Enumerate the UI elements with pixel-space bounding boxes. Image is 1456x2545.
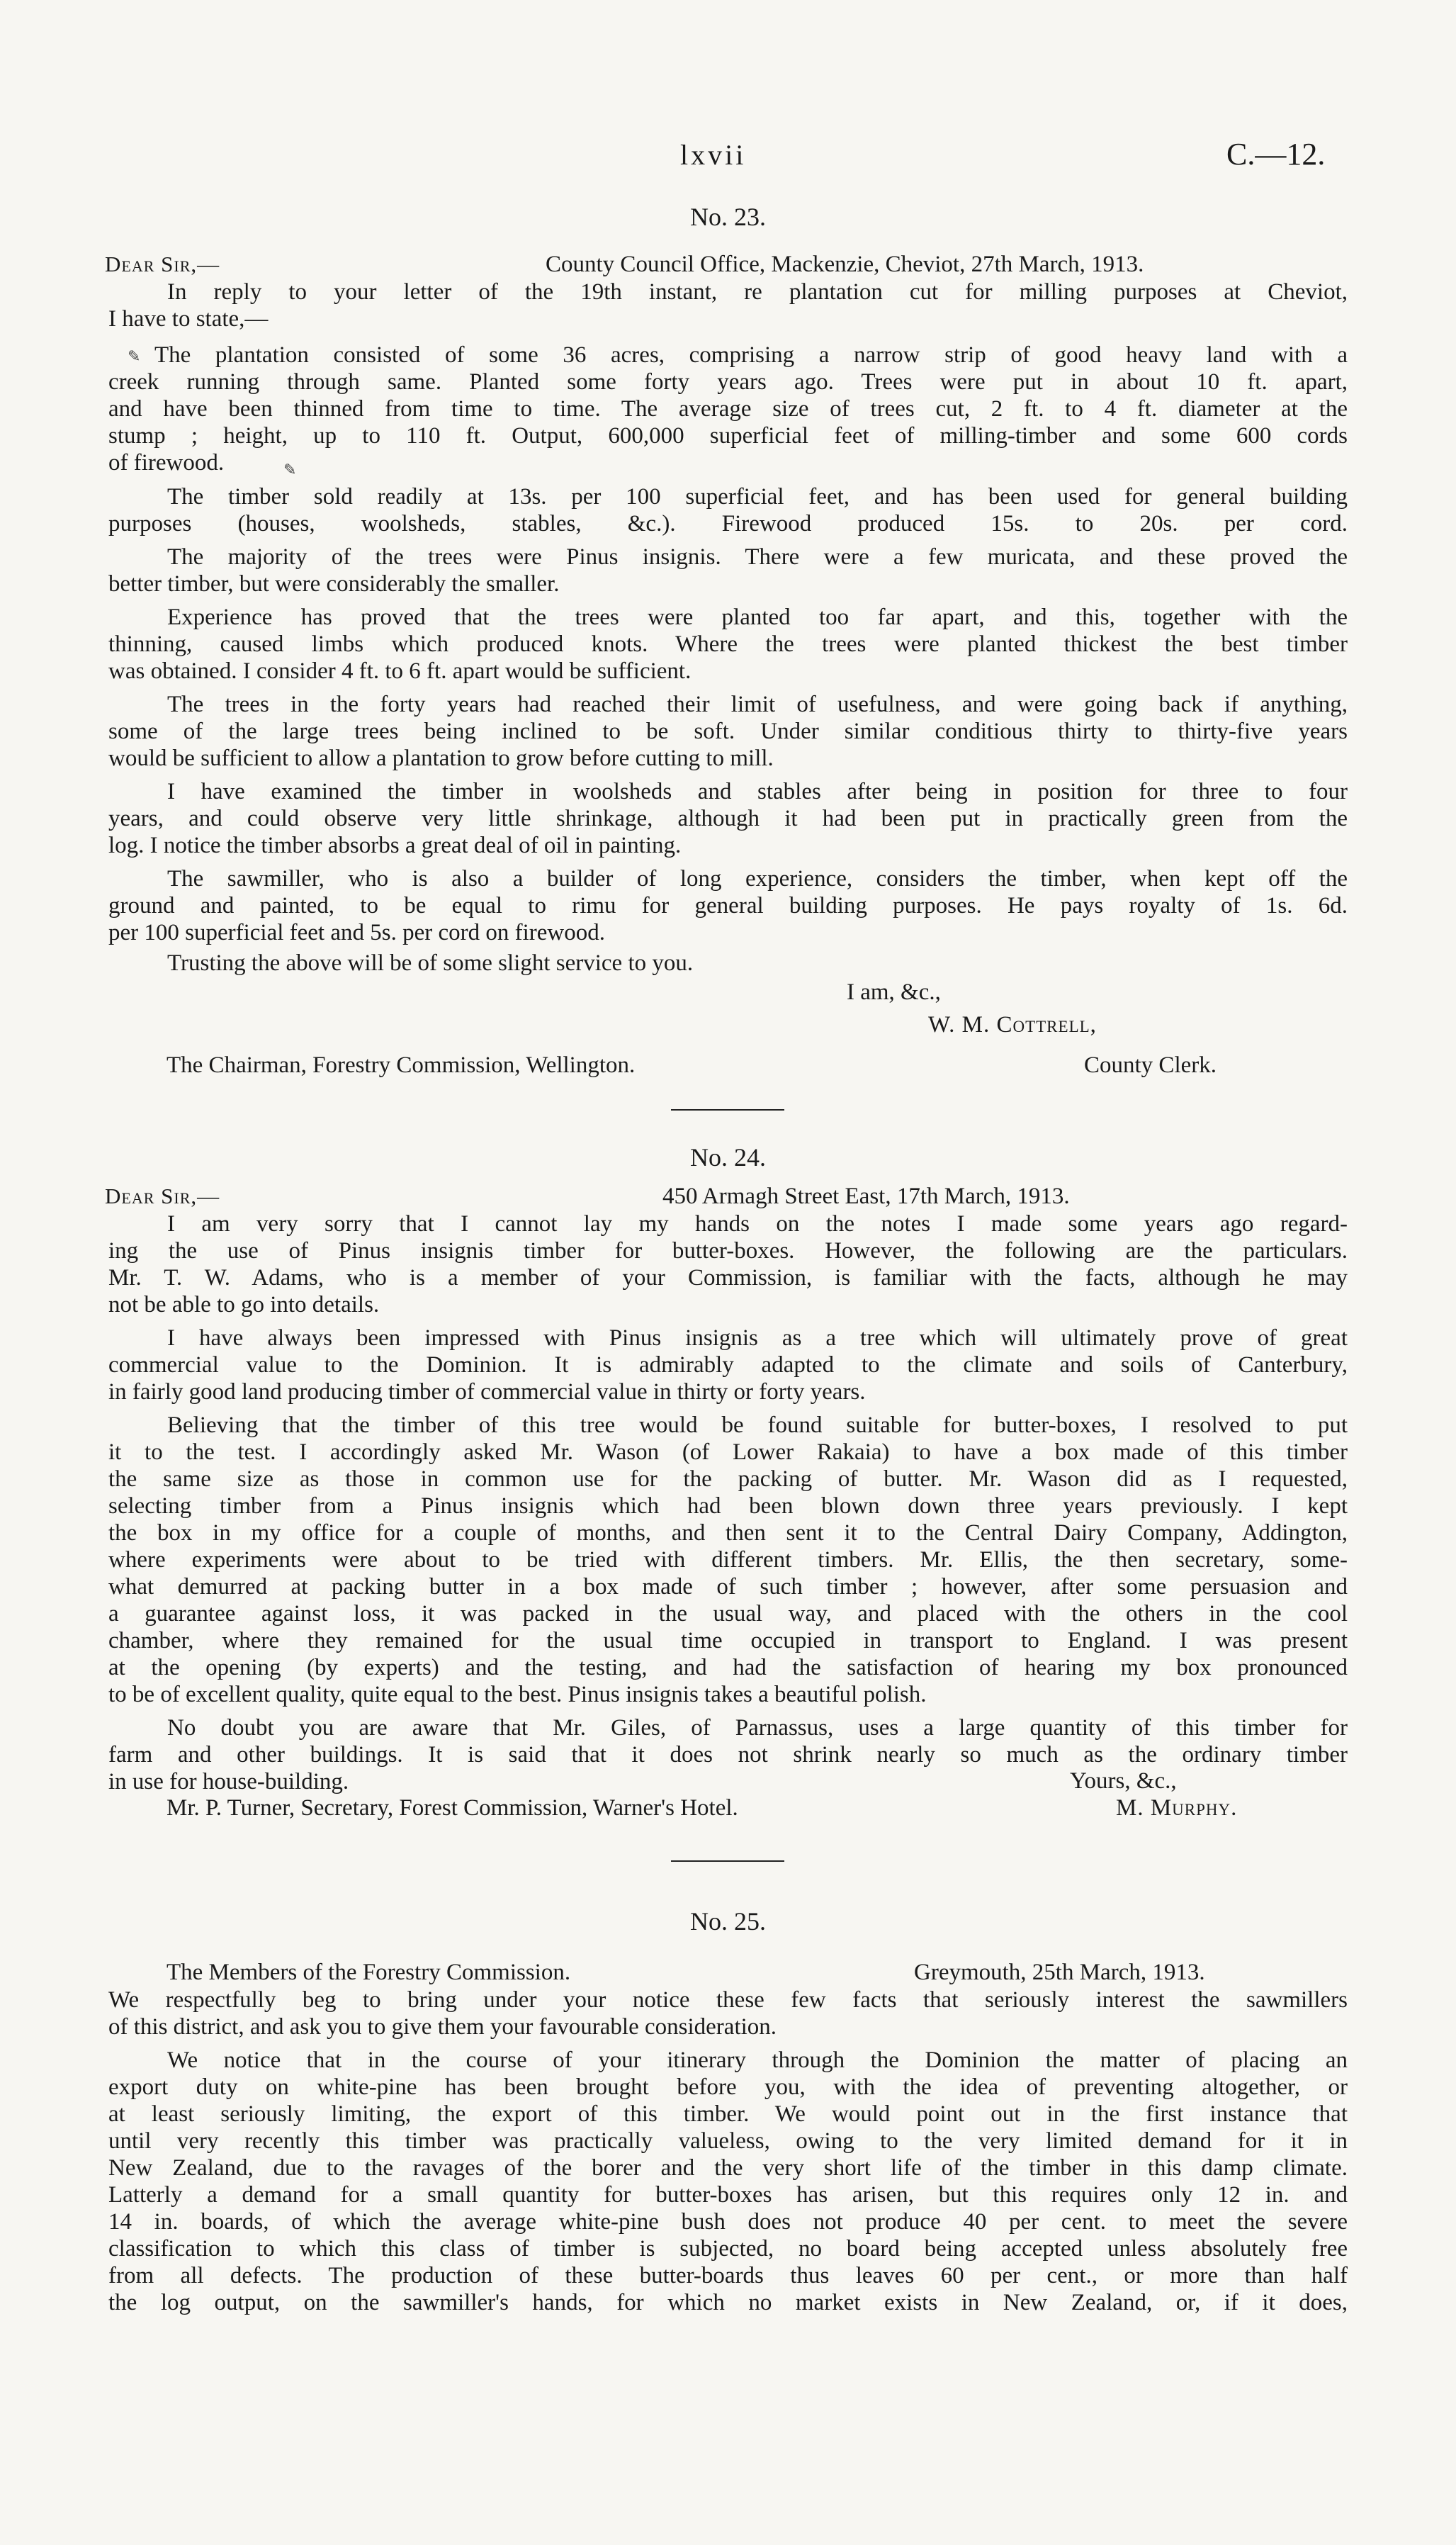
signatory: W. M. Cottrell, [928, 1012, 1097, 1038]
letter-number: No. 23. [690, 203, 766, 231]
letter-line: 14 in. boards, of which the average white-pine bush does not produce 40 per cent. to meet the severe [108, 2209, 1348, 2235]
closing: Yours, &c., [1070, 1768, 1177, 1794]
letter-line: creek running through same. Planted some forty years ago. Trees were put in about 10 ft. apart, [108, 369, 1348, 395]
letter-line: I have always been impressed with Pinus insignis as a tree which will ultimately prove of great [167, 1325, 1348, 1351]
letter-line: to be of excellent quality, quite equal to the best. Pinus insignis takes a beautiful polish. [108, 1682, 927, 1707]
letter-line: in fairly good land producing timber of commercial value in thirty or forty years. [108, 1379, 866, 1405]
letter-line: until very recently this timber was practically valueless, owing to the very limited demand for it in [108, 2128, 1348, 2154]
salutation: Dear Sir,— [105, 1184, 220, 1208]
letter-line: No doubt you are aware that Mr. Giles, of Parnassus, uses a large quantity of this timber for [167, 1715, 1348, 1741]
letter-line: The sawmiller, who is also a builder of long experience, considers the timber, when kept off the [167, 866, 1348, 892]
letter-line: Experience has proved that the trees were planted too far apart, and this, together with the [167, 605, 1348, 630]
letter-line: where experiments were about to be tried with different timbers. Mr. Ellis, the then secretary, some- [108, 1547, 1348, 1573]
letter-line: The plantation consisted of some 36 acres, comprising a narrow strip of good heavy land with a [154, 342, 1348, 368]
letter-line: I have examined the timber in woolsheds and stables after being in position for three to four [167, 779, 1348, 804]
closing: I am, &c., [847, 979, 941, 1005]
section-divider [671, 1109, 784, 1111]
letter-line: export duty on white-pine has been brought before you, with the idea of preventing altogether, or [108, 2074, 1348, 2100]
section-divider [671, 1860, 784, 1862]
letter-line: in use for house-building. [108, 1769, 349, 1794]
letter-line: Latterly a demand for a small quantity for butter-boxes has arisen, but this requires only 12 in. and [108, 2182, 1348, 2208]
letter-line: We respectfully beg to bring under your notice these few facts that seriously interest the sawmillers [108, 1987, 1348, 2013]
paper-reference: C.—12. [1226, 137, 1326, 172]
letter-line: years, and could observe very little shrinkage, although it had been put in practically green from the [108, 806, 1348, 831]
letter-line: would be sufficient to allow a plantation to grow before cutting to mill. [108, 746, 774, 771]
letter-number: No. 24. [690, 1143, 766, 1172]
signatory: M. Murphy. [1116, 1795, 1238, 1821]
letter-line: the same size as those in common use for the packing of butter. Mr. Wason did as I requested, [108, 1466, 1348, 1492]
letter-line: farm and other buildings. It is said that it does not shrink nearly so much as the ordinary timber [108, 1742, 1348, 1768]
letter-line: The majority of the trees were Pinus insignis. There were a few muricata, and these proved the [167, 544, 1348, 570]
letter-address-date: County Council Office, Mackenzie, Cheviot, 27th March, 1913. [546, 252, 1144, 277]
letter-address-date: Greymouth, 25th March, 1913. [914, 1960, 1205, 1985]
letter-line: New Zealand, due to the ravages of the borer and the very short life of the timber in this damp climate. [108, 2155, 1348, 2181]
letter-line: purposes (houses, woolsheds, stables, &c.). Firewood produced 15s. to 20s. per cord. [108, 511, 1348, 536]
signatory-title: County Clerk. [1084, 1052, 1217, 1078]
letter-line: The timber sold readily at 13s. per 100 superficial feet, and has been used for general building [167, 484, 1348, 510]
letter-line: log. I notice the timber absorbs a great deal of oil in painting. [108, 833, 682, 858]
addressee: The Members of the Forestry Commission. [167, 1960, 571, 1985]
letter-line: ing the use of Pinus insignis timber for butter-boxes. However, the following are the particulars. [108, 1238, 1348, 1264]
letter-line: stump ; height, up to 110 ft. Output, 600,000 superficial feet of milling-timber and some 600 cords [108, 423, 1348, 449]
letter-line: classification to which this class of timber is subjected, no board being accepted unless absolutely free [108, 2236, 1348, 2262]
letter-line: The trees in the forty years had reached their limit of usefulness, and were going back if anything, [167, 692, 1348, 717]
letter-line: of this district, and ask you to give them your favourable consideration. [108, 2014, 777, 2040]
letter-line: better timber, but were considerably the smaller. [108, 571, 560, 597]
letter-line: and have been thinned from time to time. The average size of trees cut, 2 ft. to 4 ft. diameter at the [108, 396, 1348, 422]
addressee: Mr. P. Turner, Secretary, Forest Commission, Warner's Hotel. [167, 1795, 738, 1821]
letter-line: Trusting the above will be of some slight service to you. [167, 950, 694, 976]
letter-address-date: 450 Armagh Street East, 17th March, 1913. [662, 1184, 1070, 1209]
letter-line: a guarantee against loss, it was packed in the usual way, and placed with the others in the cool [108, 1601, 1348, 1627]
letter-line: Mr. T. W. Adams, who is a member of your Commission, is familiar with the facts, although he may [108, 1265, 1348, 1291]
letter-line: per 100 superficial feet and 5s. per cord on firewood. [108, 920, 605, 945]
letter-line: it to the test. I accordingly asked Mr. Wason (of Lower Rakaia) to have a box made of this timber [108, 1439, 1348, 1465]
letter-line: thinning, caused limbs which produced knots. Where the trees were planted thickest the best timber [108, 631, 1348, 657]
letter-line: from all defects. The production of these butter-boards thus leaves 60 per cent., or more than half [108, 2263, 1348, 2288]
letter-line: I have to state,— [108, 306, 269, 332]
letter-line: not be able to go into details. [108, 1292, 380, 1318]
letter-line: ground and painted, to be equal to rimu for general building purposes. He pays royalty of 1s. 6d. [108, 893, 1348, 918]
letter-line: We notice that in the course of your itinerary through the Dominion the matter of placing an [167, 2047, 1348, 2073]
letter-line: I am very sorry that I cannot lay my hands on the notes I made some years ago regard- [167, 1211, 1348, 1237]
letter-line: was obtained. I consider 4 ft. to 6 ft. apart would be sufficient. [108, 658, 692, 684]
addressee: The Chairman, Forestry Commission, Wellington. [167, 1052, 636, 1078]
letter-line: at the opening (by experts) and the testing, and had the satisfaction of hearing my box pronounced [108, 1655, 1348, 1680]
marginal-mark: ✎ [283, 461, 297, 478]
letter-number: No. 25. [690, 1907, 766, 1936]
letter-line: In reply to your letter of the 19th instant, re plantation cut for milling purposes at Cheviot, [167, 279, 1348, 305]
letter-line: of firewood. [108, 450, 225, 476]
letter-line: what demurred at packing butter in a box made of such timber ; however, after some persuasion and [108, 1574, 1348, 1600]
letter-line: some of the large trees being inclined to be soft. Under similar conditious thirty to thirty-five years [108, 719, 1348, 744]
letter-line: chamber, where they remained for the usual time occupied in transport to England. I was present [108, 1628, 1348, 1653]
letter-line: selecting timber from a Pinus insignis which had been blown down three years previously. I kept [108, 1493, 1348, 1519]
marginal-mark: ✎ [128, 347, 141, 365]
salutation: Dear Sir,— [105, 252, 220, 276]
letter-line: the log output, on the sawmiller's hands, for which no market exists in New Zealand, or, if it does, [108, 2290, 1348, 2315]
page-folio: lxvii [680, 139, 747, 171]
letter-line: the box in my office for a couple of months, and then sent it to the Central Dairy Company, Addington, [108, 1520, 1348, 1546]
letter-line: commercial value to the Dominion. It is admirably adapted to the climate and soils of Canterbury, [108, 1352, 1348, 1378]
letter-line: Believing that the timber of this tree would be found suitable for butter-boxes, I resolved to put [167, 1412, 1348, 1438]
letter-line: at least seriously limiting, the export of this timber. We would point out in the first instance that [108, 2101, 1348, 2127]
